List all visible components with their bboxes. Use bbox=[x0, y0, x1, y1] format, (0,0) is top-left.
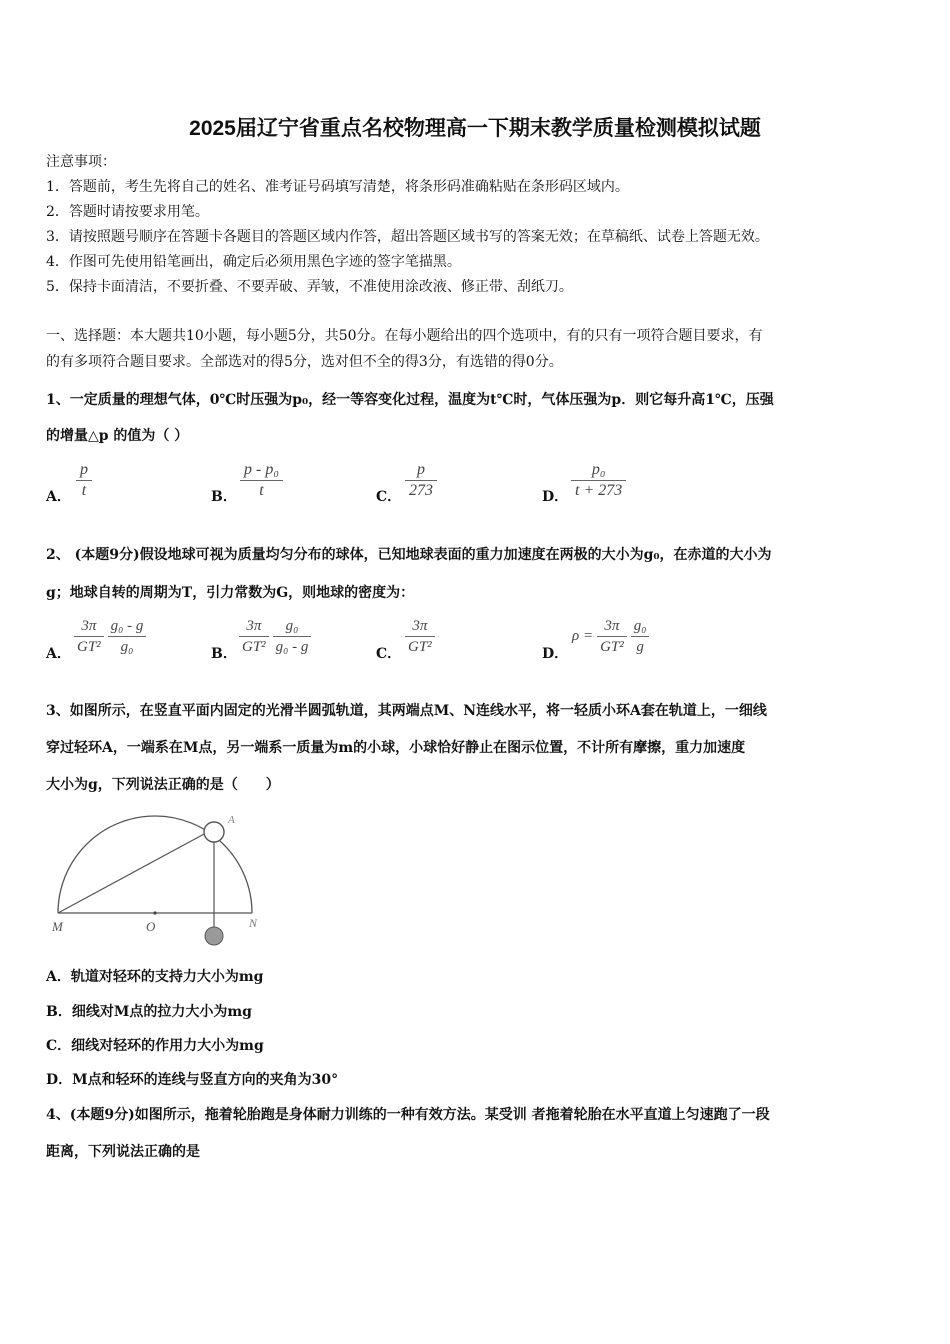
center-point bbox=[153, 911, 156, 914]
fraction-numerator: p bbox=[417, 461, 425, 478]
section-intro: 一、选择题：本大题共10小题，每小题5分，共50分。在每小题给出的四个选项中，有的只有一项符合题目要求，有 bbox=[46, 328, 763, 344]
fraction-denominator: GT² bbox=[242, 639, 266, 655]
rho-prefix: ρ = bbox=[572, 628, 594, 644]
fraction-numerator: g₀ bbox=[285, 618, 299, 634]
notice-item: 2．答题时请按要求用笔。 bbox=[46, 204, 209, 220]
fraction bbox=[239, 616, 269, 657]
q1-option-c-label[interactable]: C． bbox=[376, 489, 402, 505]
fraction-numerator: g₀ - g bbox=[110, 618, 144, 634]
fraction bbox=[405, 616, 435, 657]
q1-option-b-label[interactable]: B． bbox=[211, 489, 237, 505]
fraction-numerator: 3π bbox=[246, 618, 262, 634]
fraction-denominator: g₀ bbox=[120, 639, 134, 655]
fraction-denominator: GT² bbox=[408, 639, 432, 655]
fraction-denominator: GT² bbox=[600, 639, 624, 655]
fraction-denominator: GT² bbox=[77, 639, 101, 655]
q1-option-c-formula bbox=[405, 460, 437, 501]
ball bbox=[205, 927, 223, 945]
q1-option-d-label[interactable]: D． bbox=[542, 489, 569, 505]
fraction-numerator: p bbox=[80, 461, 88, 478]
fraction-numerator: g₀ bbox=[633, 618, 647, 634]
q2-option-a-formula bbox=[74, 616, 150, 657]
section-intro: 的有多项符合题目要求。全部选对的得5分，选对但不全的得3分，有选错的得0分。 bbox=[46, 354, 563, 370]
label-m: M bbox=[52, 919, 63, 934]
q2-option-d-formula bbox=[572, 616, 653, 657]
q3-option-d[interactable]: D．M点和轻环的连线与竖直方向的夹角为30° bbox=[46, 1072, 339, 1088]
q1-option-a-formula bbox=[76, 460, 92, 501]
notice-heading: 注意事项： bbox=[46, 154, 116, 170]
question-1-text: 1、一定质量的理想气体，0℃时压强为p₀，经一等容变化过程，温度为t℃时，气体压强为p．则它每升高1℃，压强 bbox=[46, 392, 774, 408]
notice-item: 3．请按照题号顺序在答题卡各题目的答题区域内作答，超出答题区域书写的答案无效；在草稿纸、试卷上答题无效。 bbox=[46, 229, 769, 245]
question-3-text: 大小为g，下列说法正确的是（ ） bbox=[46, 777, 280, 793]
fraction-numerator: p - p₀ bbox=[244, 461, 279, 478]
q2-option-c-formula bbox=[405, 616, 439, 657]
q1-option-d-formula bbox=[571, 460, 626, 501]
fraction bbox=[631, 616, 650, 657]
fraction-numerator: p₀ bbox=[591, 461, 606, 478]
question-3-text: 3、如图所示，在竖直平面内固定的光滑半圆弧轨道，其两端点M、N连线水平，将一轻质小环A套在轨道上，一细线 bbox=[46, 703, 767, 719]
notice-item: 5．保持卡面清洁，不要折叠、不要弄破、弄皱，不准使用涂改液、修正带、刮纸刀。 bbox=[46, 279, 573, 295]
fraction-numerator: 3π bbox=[81, 618, 97, 634]
fraction-denominator: t + 273 bbox=[575, 482, 623, 499]
fraction bbox=[74, 616, 104, 657]
question-3-text: 穿过轻环A，一端系在M点，另一端系一质量为m的小球，小球恰好静止在图示位置，不计所有摩擦，重力加速度 bbox=[46, 740, 746, 756]
fraction-numerator: 3π bbox=[412, 618, 428, 634]
q2-option-d-label[interactable]: D． bbox=[542, 646, 569, 662]
fraction-denominator: t bbox=[81, 482, 87, 499]
question-1-text: 的增量△p 的值为（ ） bbox=[46, 428, 189, 444]
fraction-denominator: 273 bbox=[409, 482, 433, 499]
q3-option-c[interactable]: C．细线对轻环的作用力大小为mg bbox=[46, 1038, 264, 1054]
fraction-denominator: g bbox=[636, 639, 644, 655]
notice-item: 1．答题前，考生先将自己的姓名、准考证号码填写清楚，将条形码准确粘贴在条形码区域内。 bbox=[46, 179, 629, 195]
light-ring bbox=[204, 822, 224, 842]
fraction bbox=[273, 616, 312, 657]
label-a: A bbox=[228, 814, 235, 826]
fraction-numerator: 3π bbox=[604, 618, 620, 634]
question-2-text: g；地球自转的周期为T，引力常数为G，则地球的密度为： bbox=[46, 585, 415, 601]
label-o: O bbox=[146, 919, 156, 934]
q1-option-a-label[interactable]: A． bbox=[46, 489, 71, 505]
fraction bbox=[597, 616, 627, 657]
notice-item: 4．作图可先使用铅笔画出，确定后必须用黑色字迹的签字笔描黑。 bbox=[46, 254, 461, 270]
semicircle-track-figure bbox=[46, 805, 276, 955]
fraction-denominator: t bbox=[259, 482, 264, 499]
question-4-text: 距离，下列说法正确的是 bbox=[46, 1144, 200, 1160]
q2-option-a-label[interactable]: A． bbox=[46, 646, 71, 662]
q2-option-b-label[interactable]: B． bbox=[211, 646, 237, 662]
question-2-text: 2、 (本题9分)假设地球可视为质量均匀分布的球体，已知地球表面的重力加速度在两极的大小为g₀，在赤道的大小为 bbox=[46, 547, 772, 563]
label-n: N bbox=[249, 916, 258, 930]
page-title: 2025届辽宁省重点名校物理高一下期末教学质量检测模拟试题 bbox=[189, 117, 761, 140]
q2-option-b-formula bbox=[239, 616, 315, 657]
q3-option-a[interactable]: A．轨道对轻环的支持力大小为mg bbox=[46, 969, 264, 985]
fraction bbox=[108, 616, 147, 657]
fraction-denominator: g₀ - g bbox=[275, 639, 309, 655]
question-4-text: 4、(本题9分)如图所示，拖着轮胎跑是身体耐力训练的一种有效方法。某受训 者拖着轮胎在水平直道上匀速跑了一段 bbox=[46, 1107, 770, 1123]
string-m-to-ring bbox=[58, 833, 206, 913]
q3-option-b[interactable]: B．细线对M点的拉力大小为mg bbox=[46, 1004, 252, 1020]
q2-option-c-label[interactable]: C． bbox=[376, 646, 402, 662]
q1-option-b-formula bbox=[240, 460, 283, 501]
